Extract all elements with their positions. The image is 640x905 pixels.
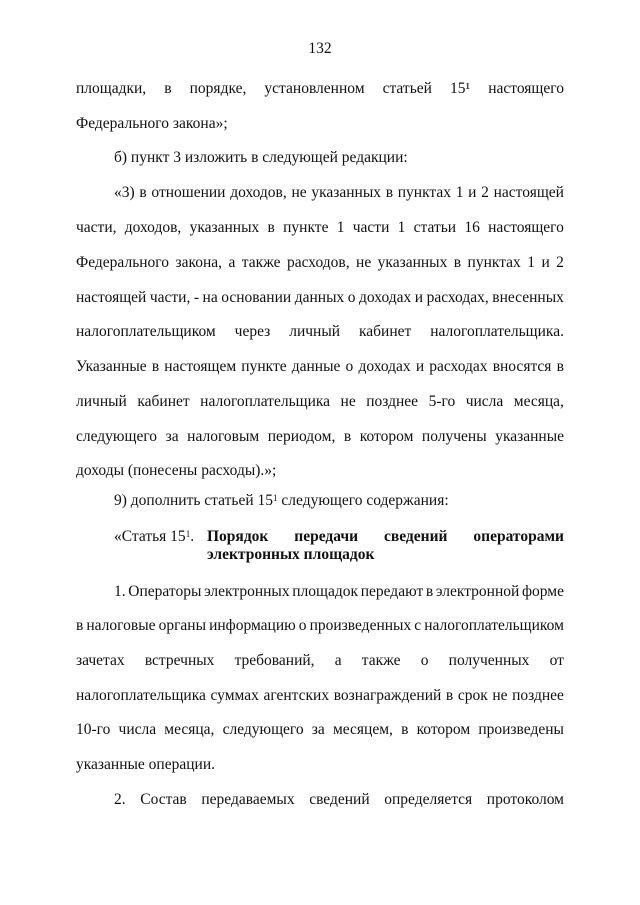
word: котором: [416, 721, 471, 738]
word: 1: [397, 219, 406, 236]
word: налогоплательщиком: [76, 323, 216, 340]
word: пункте: [283, 219, 329, 236]
word: числа: [118, 721, 157, 738]
word: установленном: [264, 80, 365, 97]
para1-line-3: [76, 651, 564, 671]
word: доходах: [359, 289, 412, 306]
text-line-4: [114, 183, 564, 203]
article-label-text: «Статья 15: [114, 528, 186, 545]
word: пунктах: [397, 184, 452, 201]
word: на: [202, 289, 218, 306]
word: в: [425, 583, 434, 600]
word: электронной: [435, 583, 520, 600]
para1-line-6: указанные операции.: [76, 756, 216, 773]
word: о: [298, 617, 307, 634]
word: периодом,: [267, 428, 336, 445]
word: 10-го: [76, 721, 111, 738]
word: настоящего: [488, 219, 564, 236]
word: произведенных: [309, 617, 412, 634]
word: статьей: [382, 80, 432, 97]
word: месяца,: [164, 721, 215, 738]
word: в: [139, 184, 147, 201]
word: сведений: [309, 791, 370, 808]
word: 16: [464, 219, 480, 236]
word: настоящего: [488, 80, 564, 97]
word: части,: [149, 289, 191, 306]
word: в: [267, 219, 275, 236]
word: также: [241, 254, 281, 271]
page-number: 132: [308, 40, 332, 57]
word: указанные: [495, 428, 564, 445]
word: а: [334, 652, 342, 669]
word: личный: [289, 323, 341, 340]
word: числа: [465, 393, 504, 410]
text-line-12: доходы (понесены расходы).»;: [76, 462, 277, 479]
word: доходов,: [230, 184, 287, 201]
word: пункте: [241, 358, 287, 375]
word: указанных: [189, 219, 260, 236]
word: в: [164, 80, 172, 97]
word: закона,: [175, 254, 223, 271]
text-line-7: [76, 288, 564, 308]
text-line-1: [76, 79, 564, 99]
word: в: [385, 184, 394, 201]
word: зачетах: [76, 652, 125, 669]
word: Состав: [140, 791, 187, 808]
word: месяца,: [513, 393, 564, 410]
word: месяцем,: [332, 721, 393, 738]
word: за: [311, 721, 325, 738]
word: в: [343, 428, 352, 445]
word: полученных: [448, 652, 530, 669]
word: 5-го: [428, 393, 456, 410]
word: 1: [336, 219, 345, 236]
word: вносятся: [492, 358, 552, 375]
word: в: [76, 617, 84, 634]
text-line-6: [76, 253, 564, 273]
word: не: [492, 687, 508, 704]
word: агентских: [263, 687, 330, 704]
word: о: [345, 358, 354, 375]
word: от: [549, 652, 564, 669]
word: электронных: [204, 583, 290, 600]
word: не: [356, 254, 372, 271]
word: определяется: [384, 791, 473, 808]
word: и: [415, 358, 425, 375]
word: сведений: [384, 528, 448, 545]
word: доходах: [358, 358, 411, 375]
word: кабинет: [137, 393, 190, 410]
text-line-2: Федерального закона»;: [76, 115, 228, 132]
word: передачи: [294, 528, 359, 545]
word: в: [453, 254, 462, 271]
word: кабинет: [358, 323, 412, 340]
word: не: [340, 393, 356, 410]
word: настоящей: [493, 184, 564, 201]
word: налогоплательщиком: [424, 617, 564, 634]
text-line-11: [76, 427, 564, 447]
word: данные: [291, 358, 341, 375]
word: в: [556, 358, 564, 375]
text-line-5: [76, 218, 564, 238]
text-line-3: б) пункт 3 изложить в следующей редакции:: [114, 149, 408, 166]
word: доходов,: [124, 219, 182, 236]
word: указанных: [311, 184, 382, 201]
word: отношении: [151, 184, 226, 201]
word: протоколом: [486, 791, 564, 808]
word: налоговым: [187, 428, 260, 445]
word: требований,: [234, 652, 315, 669]
word: пунктах: [467, 254, 521, 271]
word: передаваемых: [201, 791, 295, 808]
word: основании: [221, 289, 292, 306]
word: получены: [421, 428, 487, 445]
word: 1.: [114, 583, 126, 600]
word: площадок: [292, 583, 359, 600]
word: через: [234, 323, 271, 340]
word: настоящем: [164, 358, 237, 375]
word: налогоплательщика.: [430, 323, 564, 340]
word: порядке,: [189, 80, 247, 97]
word: вознаграждений: [333, 687, 442, 704]
word: в: [151, 358, 160, 375]
word: 1: [527, 254, 535, 271]
word: настоящей: [76, 289, 147, 306]
word: позднее: [366, 393, 419, 410]
article-title-line-1: [207, 527, 564, 547]
word: следующего: [76, 428, 158, 445]
article-title-line-2: электронных площадок: [207, 546, 375, 563]
word: указанных: [377, 254, 448, 271]
word: площадки,: [76, 80, 147, 97]
word: следующего: [222, 721, 304, 738]
word: срок: [457, 687, 488, 704]
word: о: [347, 289, 356, 306]
word: позднее: [512, 687, 564, 704]
word: части: [352, 219, 390, 236]
word: внесенных: [492, 289, 564, 306]
word: с: [414, 617, 422, 634]
text-line-10: [76, 392, 564, 412]
word: передают: [360, 583, 424, 600]
word: Операторы: [128, 583, 202, 600]
word: данных: [294, 289, 345, 306]
article-label-sup: 1: [185, 529, 191, 539]
word: расходах: [429, 358, 488, 375]
word: статьи: [413, 219, 457, 236]
word: информацию: [209, 617, 296, 634]
word: -: [193, 289, 200, 306]
para1-line-1: [114, 582, 564, 602]
word: налогоплательщика: [76, 687, 206, 704]
word: также: [361, 652, 401, 669]
word: 2: [481, 184, 489, 201]
line-13-sup: 1: [273, 493, 278, 503]
word: налогоплательщика: [200, 393, 331, 410]
word: операторами: [473, 528, 564, 545]
word: встречных: [144, 652, 215, 669]
text-line-9: [76, 357, 564, 377]
para1-line-5: [76, 720, 564, 740]
word: Федерального: [76, 254, 170, 271]
word: «3): [114, 184, 135, 201]
para2-line-1: [114, 790, 564, 810]
article-label-dot: .: [190, 528, 195, 545]
word: и: [414, 289, 424, 306]
word: 1: [455, 184, 464, 201]
word: 15¹: [450, 80, 471, 97]
word: за: [165, 428, 179, 445]
text-line-8: [76, 322, 564, 342]
word: налоговые: [86, 617, 156, 634]
word: 2.: [114, 791, 126, 808]
word: произведены: [478, 721, 564, 738]
word: 2: [556, 254, 564, 271]
word: органы: [158, 617, 207, 634]
word: котором: [359, 428, 414, 445]
line-13-post: следующего содержания:: [277, 492, 449, 509]
line-13-pre: 9) дополнить статьей 15: [114, 492, 274, 509]
word: и: [541, 254, 550, 271]
word: и: [468, 184, 477, 201]
word: форме: [521, 583, 564, 600]
word: суммах: [210, 687, 259, 704]
word: расходах,: [426, 289, 489, 306]
word: не: [291, 184, 307, 201]
word: части,: [76, 219, 117, 236]
word: Указанные: [76, 358, 147, 375]
word: в: [401, 721, 409, 738]
text-line-13: [114, 491, 564, 511]
word: а: [228, 254, 236, 271]
para1-line-2: [76, 616, 564, 636]
para1-line-4: [76, 686, 564, 706]
word: личный: [76, 393, 127, 410]
article-label: [114, 527, 194, 547]
word: о: [420, 652, 429, 669]
word: расходов,: [286, 254, 350, 271]
word: в: [445, 687, 454, 704]
word: Порядок: [207, 528, 269, 545]
